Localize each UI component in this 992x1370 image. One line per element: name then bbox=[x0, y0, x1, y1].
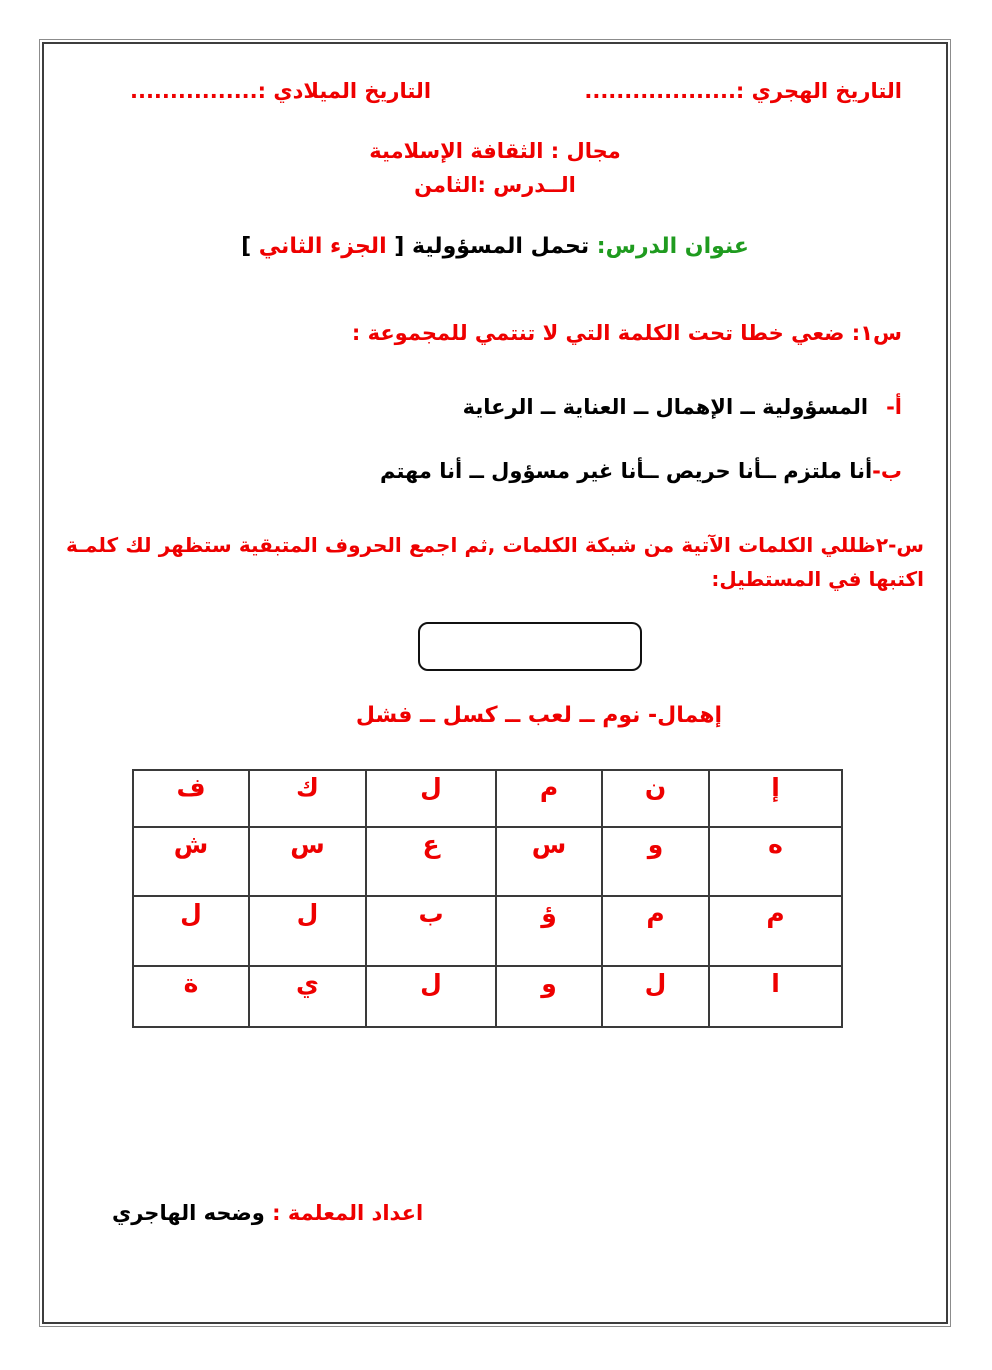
grid-cell[interactable]: ل bbox=[366, 966, 496, 1027]
grid-row bbox=[133, 827, 842, 896]
grid-cell[interactable]: ه bbox=[709, 827, 842, 896]
page-border-frame bbox=[39, 39, 951, 1327]
letter-grid-body bbox=[133, 770, 842, 1027]
lesson-title-name: تحمل المسؤولية bbox=[404, 234, 590, 259]
item-a-words: المسؤولية ــ الإهمال ــ العناية ــ الرعاية bbox=[462, 395, 869, 419]
bracket-open: [ bbox=[386, 234, 405, 259]
grid-cell[interactable]: ك bbox=[249, 770, 366, 827]
item-b-label: ب- bbox=[872, 459, 902, 483]
grid-row bbox=[133, 896, 842, 966]
teacher-name: وضحه الهاجري bbox=[112, 1201, 265, 1225]
grid-cell[interactable]: ا bbox=[709, 966, 842, 1027]
lesson-title-label: عنوان الدرس: bbox=[589, 234, 749, 259]
grid-cell[interactable]: ي bbox=[249, 966, 366, 1027]
prepared-by-label: اعداد المعلمة : bbox=[264, 1201, 424, 1225]
word-list: إهمال- نوم ــ لعب ــ كسل ــ فشل bbox=[355, 703, 723, 728]
answer-box[interactable] bbox=[418, 622, 642, 671]
lesson-title-line bbox=[44, 230, 946, 264]
footer bbox=[112, 1196, 946, 1230]
grid-row bbox=[133, 770, 842, 827]
question2-prompt-line1: س-٢ظللي الكلمات الآتية من شبكة الكلمات ,ثم اجمع الحروف المتبقية ستظهر لك كلمـة bbox=[66, 533, 924, 557]
item-a-label: أ- bbox=[886, 395, 902, 419]
dates-row bbox=[130, 74, 902, 108]
grid-cell[interactable]: ل bbox=[602, 966, 709, 1027]
grid-cell[interactable]: ب bbox=[366, 896, 496, 966]
grid-cell[interactable]: إ bbox=[709, 770, 842, 827]
lesson-number-line: الــدرس :الثامن bbox=[414, 173, 576, 197]
grid-cell[interactable]: ؤ bbox=[496, 896, 602, 966]
grid-cell[interactable]: س bbox=[496, 827, 602, 896]
item-b-words: أنا ملتزم ــأنا حريص ــأنا غير مسؤول ــ أنا مهتم bbox=[380, 459, 873, 483]
grid-cell[interactable]: س bbox=[249, 827, 366, 896]
gregorian-date-field[interactable]: التاريخ الميلادي :................ bbox=[130, 79, 432, 103]
hijri-date-field[interactable]: التاريخ الهجري :................... bbox=[584, 79, 902, 103]
grid-cell[interactable]: ف bbox=[133, 770, 249, 827]
question2-prompt-line2: اكتبها في المستطيل: bbox=[711, 567, 924, 591]
grid-cell[interactable]: و bbox=[496, 966, 602, 1027]
grid-cell[interactable]: ة bbox=[133, 966, 249, 1027]
grid-cell[interactable]: و bbox=[602, 827, 709, 896]
grid-cell[interactable]: ش bbox=[133, 827, 249, 896]
question1-prompt: س١: ضعي خطا تحت الكلمة التي لا تنتمي للمجموعة : bbox=[351, 321, 902, 345]
bracket-close: ] bbox=[241, 234, 252, 259]
grid-cell[interactable]: ل bbox=[366, 770, 496, 827]
grid-row bbox=[133, 966, 842, 1027]
letter-grid bbox=[132, 769, 843, 1028]
grid-cell[interactable]: م bbox=[602, 896, 709, 966]
question1-item-b bbox=[88, 454, 902, 488]
grid-cell[interactable]: ع bbox=[366, 827, 496, 896]
lesson-title-part: الجزء الثاني bbox=[258, 234, 387, 259]
grid-cell[interactable]: م bbox=[496, 770, 602, 827]
grid-cell[interactable]: ن bbox=[602, 770, 709, 827]
grid-cell[interactable]: ل bbox=[249, 896, 366, 966]
grid-cell[interactable]: ل bbox=[133, 896, 249, 966]
grid-cell[interactable]: م bbox=[709, 896, 842, 966]
page-content-area bbox=[42, 42, 948, 1324]
subject-line: مجال : الثقافة الإسلامية bbox=[369, 139, 621, 163]
question2-prompt bbox=[66, 528, 924, 596]
question1-item-a bbox=[88, 390, 902, 424]
